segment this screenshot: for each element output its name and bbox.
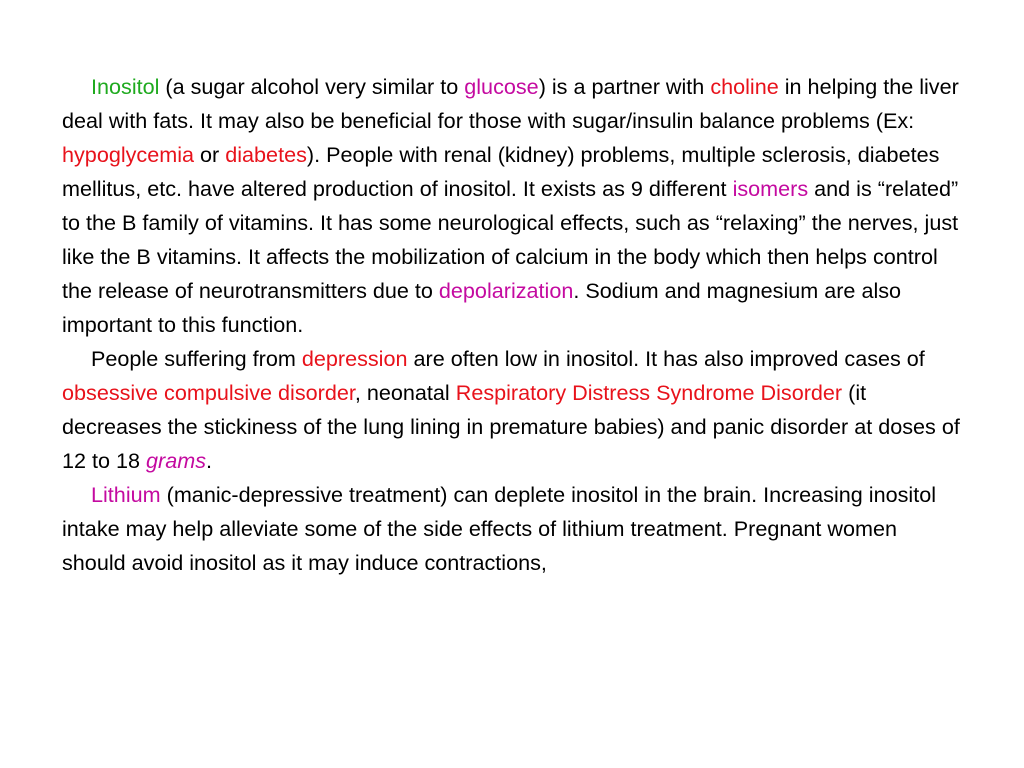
slide-text-body	[62, 70, 962, 580]
text-segment: (it decreases the stickiness of the lung lining in premature babies) and panic disorder at doses of 12 to 18	[62, 380, 960, 473]
text-segment: and is “related” to the B family of vitamins. It has some neurological effects, such as “relaxing” the nerves, just like the B vitamins. It affects the mobilization of calcium in the body which then helps control the release of neurotransmitters due to	[62, 176, 959, 303]
term-grams: grams	[146, 448, 207, 473]
text-segment: . Sodium and magnesium are also important to this function.	[62, 278, 902, 337]
paragraph-lithium	[62, 478, 962, 580]
term-hypoglycemia: hypoglycemia	[62, 142, 195, 167]
text-segment: ). People with renal (kidney) problems, multiple sclerosis, diabetes mellitus, etc. have altered production of inositol. It exists as 9 different	[62, 142, 940, 201]
term-inositol: Inositol	[91, 74, 160, 99]
text-segment: , neonatal	[354, 380, 456, 405]
term-respiratory-distress-syndrome: Respiratory Distress Syndrome Disorder	[455, 380, 843, 405]
term-diabetes: diabetes	[225, 142, 307, 167]
term-lithium: Lithium	[91, 482, 161, 507]
term-obsessive-compulsive-disorder: obsessive compulsive disorder	[62, 380, 355, 405]
text-segment: (a sugar alcohol very similar to	[159, 74, 465, 99]
text-segment: .	[206, 448, 213, 473]
text-segment: (manic-depressive treatment) can deplete inositol in the brain. Increasing inositol intake may help alleviate some of the side effects of lithium treatment. Pregnant women should avoid inositol as it may induce contractions,	[62, 482, 936, 575]
text-segment: ) is a partner with	[538, 74, 711, 99]
term-depression: depression	[301, 346, 408, 371]
paragraph-inositol-overview	[62, 70, 962, 342]
text-segment: or	[194, 142, 226, 167]
term-choline: choline	[710, 74, 779, 99]
text-segment: People suffering from	[91, 346, 302, 371]
text-segment: are often low in inositol. It has also improved cases of	[407, 346, 925, 371]
term-glucose: glucose	[464, 74, 539, 99]
term-isomers: isomers	[732, 176, 809, 201]
paragraph-depression	[62, 342, 962, 478]
text-segment: in helping the liver deal with fats. It may also be beneficial for those with sugar/insulin balance problems (Ex:	[62, 74, 959, 133]
term-depolarization: depolarization	[438, 278, 574, 303]
